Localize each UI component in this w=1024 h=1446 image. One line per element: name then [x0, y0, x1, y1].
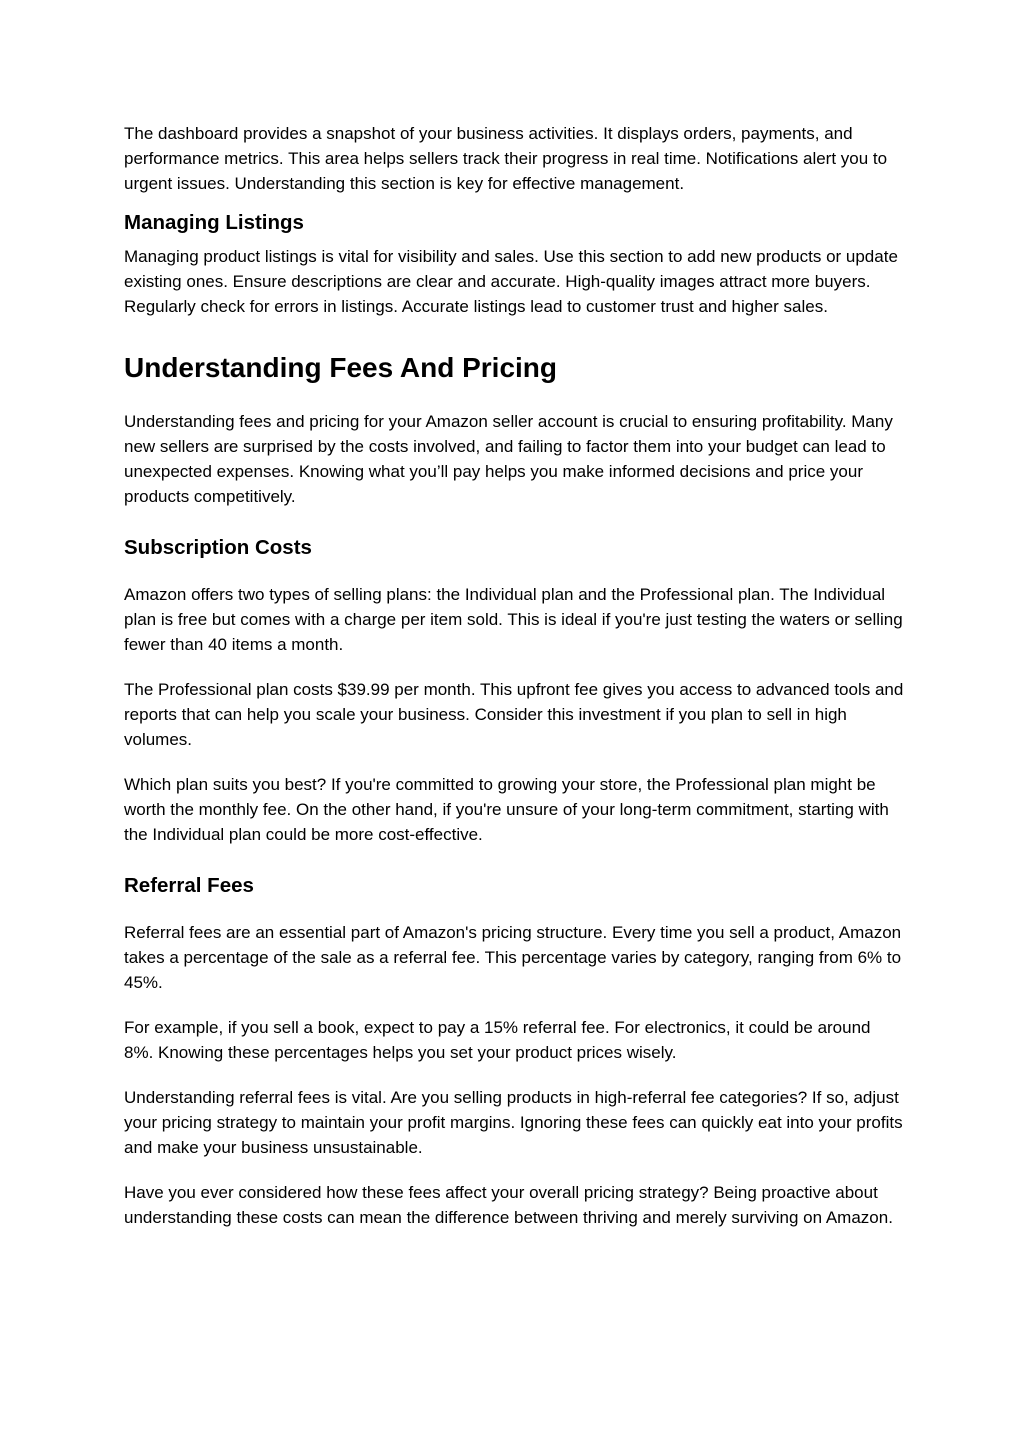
- managing-listings-paragraph: Managing product listings is vital for visibility and sales. Use this section to add new products or update existing ones. Ensure descriptions are clear and accurate. High-quality images attract more buyers. Regularly check for errors in listings. Accurate listings lead to customer trust and higher sales.: [124, 247, 898, 316]
- fees-pricing-heading: Understanding Fees And Pricing: [124, 352, 558, 383]
- subscription-paragraph-1: Amazon offers two types of selling plans: the Individual plan and the Professional plan. The Individual plan is free but comes with a charge per item sold. This is ideal if you're just testing the waters or selling fewer than 40 items a month.: [124, 585, 903, 654]
- subscription-costs-heading: Subscription Costs: [124, 536, 312, 559]
- subscription-paragraph-2: The Professional plan costs $39.99 per month. This upfront fee gives you access to advanced tools and reports that can help you scale your business. Consider this investment if you plan to sell in high volumes.: [124, 680, 904, 749]
- intro-paragraph: The dashboard provides a snapshot of your business activities. It displays orders, payments, and performance metrics. This area helps sellers track their progress in real time. Notifications alert you to urgent issues. Understanding this section is key for effective management.: [124, 124, 888, 193]
- fees-pricing-paragraph: Understanding fees and pricing for your Amazon seller account is crucial to ensuring profitability. Many new sellers are surprised by the costs involved, and failing to factor them into your budget can lead to unexpected expenses. Knowing what you’ll pay helps you make informed decisions and price your products competitively.: [124, 412, 893, 506]
- referral-paragraph-2: For example, if you sell a book, expect to pay a 15% referral fee. For electronics, it could be around 8%. Knowing these percentages helps you set your product prices wisely.: [124, 1018, 871, 1062]
- referral-paragraph-4: Have you ever considered how these fees affect your overall pricing strategy? Being proactive about understanding these costs can mean the difference between thriving and merely surviving on Amazon.: [124, 1183, 893, 1227]
- referral-paragraph-3: Understanding referral fees is vital. Are you selling products in high-referral fee categories? If so, adjust your pricing strategy to maintain your profit margins. Ignoring these fees can quickly eat into your profits and make your business unsustainable.: [124, 1088, 903, 1157]
- managing-listings-heading: Managing Listings: [124, 211, 304, 234]
- referral-paragraph-1: Referral fees are an essential part of Amazon's pricing structure. Every time you sell a product, Amazon takes a percentage of the sale as a referral fee. This percentage varies by category, ranging from 6% to 45%.: [124, 923, 902, 992]
- subscription-paragraph-3: Which plan suits you best? If you're committed to growing your store, the Professional plan might be worth the monthly fee. On the other hand, if you're unsure of your long-term commitment, starting with the Individual plan could be more cost-effective.: [124, 775, 889, 844]
- referral-fees-heading: Referral Fees: [124, 874, 254, 897]
- document-page: [124, 121, 904, 1230]
